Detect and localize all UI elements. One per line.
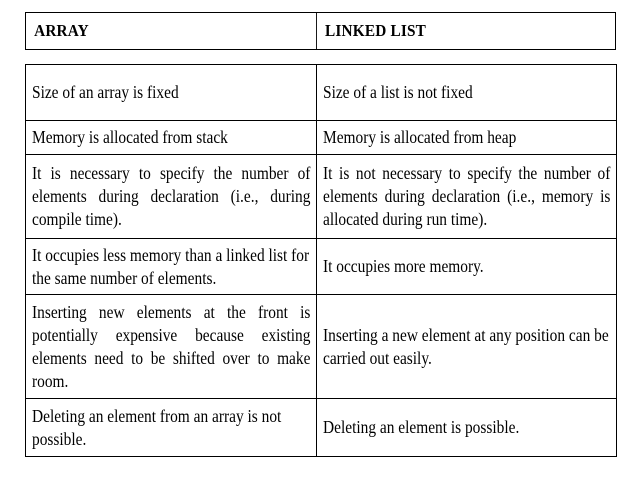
table-row	[26, 121, 617, 155]
cell-text: Inserting new elements at the front is potentially expensive because existing elements need to be shifted over to make room.	[32, 301, 311, 391]
cell-text: Size of an array is fixed	[32, 82, 179, 102]
linked-list-cell	[317, 155, 617, 239]
cell-text: It occupies more memory.	[323, 256, 484, 276]
table-row	[26, 65, 617, 121]
cell-text: Deleting an element is possible.	[323, 417, 520, 437]
table-row	[26, 295, 617, 399]
linked-list-cell	[317, 65, 617, 121]
linked-list-cell	[317, 295, 617, 399]
linked-list-cell	[317, 239, 617, 295]
array-cell	[26, 121, 317, 155]
cell-text: It is necessary to specify the number of elements during declaration (i.e., during compile time).	[32, 163, 311, 229]
linked-list-cell	[317, 399, 617, 457]
table-row	[26, 155, 617, 239]
array-cell	[26, 65, 317, 121]
array-cell	[26, 155, 317, 239]
cell-text: It is not necessary to specify the number of elements during declaration (i.e., memory is allocated during run time).	[323, 163, 611, 229]
cell-text: Inserting a new element at any position can be carried out easily.	[323, 324, 609, 368]
cell-text: It occupies less memory than a linked list for the same number of elements.	[32, 244, 310, 288]
array-cell	[26, 295, 317, 399]
header-linked-list: LINKED LIST	[316, 13, 585, 49]
cell-text: Memory is allocated from heap	[323, 127, 517, 147]
cell-text: Memory is allocated from stack	[32, 127, 228, 147]
array-cell	[26, 399, 317, 457]
table-row	[26, 239, 617, 295]
header-table	[25, 12, 616, 50]
array-cell	[26, 239, 317, 295]
linked-list-cell	[317, 121, 617, 155]
cell-text: Size of a list is not fixed	[323, 82, 473, 102]
comparison-table	[25, 64, 617, 457]
header-array: ARRAY	[34, 21, 89, 40]
cell-text: Deleting an element from an array is not possible.	[32, 405, 282, 449]
table-row	[26, 399, 617, 457]
